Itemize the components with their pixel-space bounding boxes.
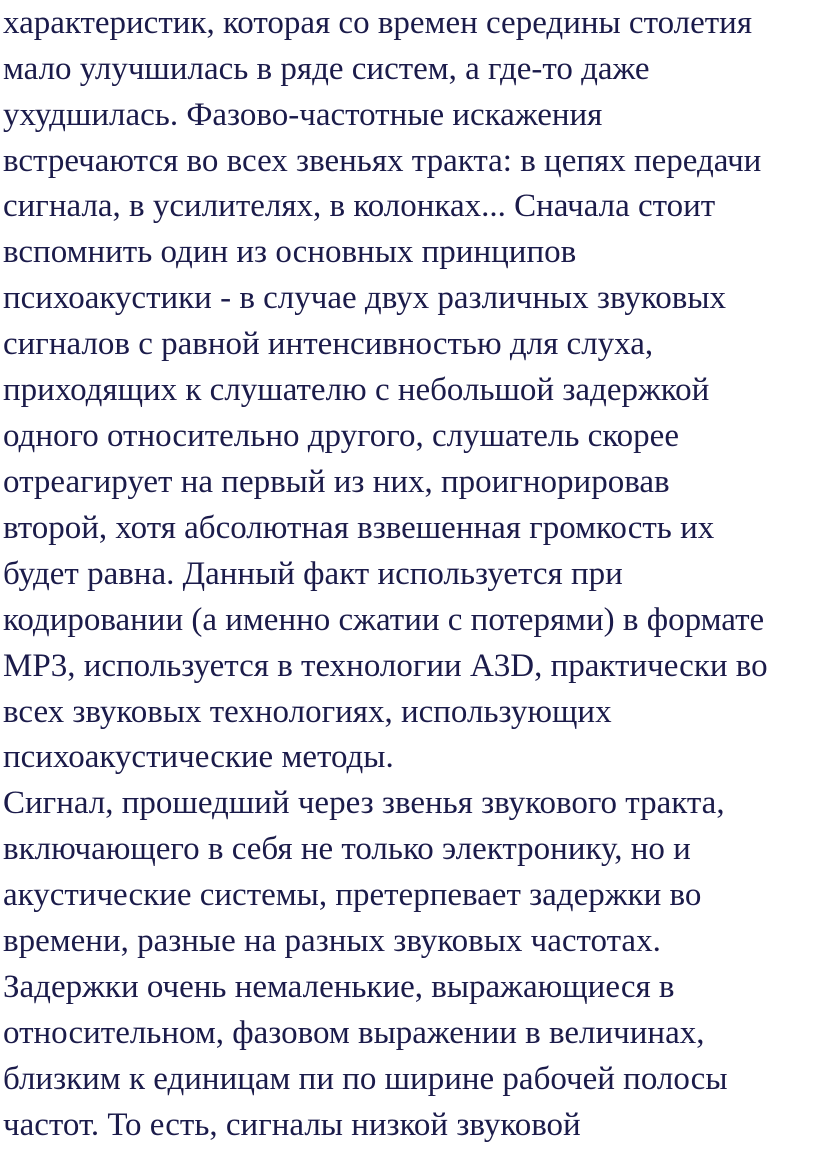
text-line: характеристик, которая со времен середины столетия (3, 5, 753, 41)
text-line: Задержки очень немаленькие, выражающиеся в (3, 969, 675, 1005)
text-line: встречаются во всех звеньях тракта: в цепях передачи (3, 143, 762, 179)
text-line: акустические системы, претерпевает задержки во (3, 877, 702, 913)
text-line: сигнала, в усилителях, в колонках... Сначала стоит (3, 188, 716, 224)
text-line: сигналов с равной интенсивностью для слуха, (3, 326, 654, 362)
text-line: всех звуковых технологиях, использующих (3, 694, 612, 730)
text-line: будет равна. Данный факт используется при (3, 556, 623, 592)
text-line: времени, разные на разных звуковых частотах. (3, 923, 661, 959)
text-line: психоакустики - в случае двух различных звуковых (3, 280, 727, 316)
text-line: включающего в себя не только электронику, но и (3, 831, 691, 867)
text-line: Сигнал, прошедший через звенья звукового тракта, (3, 785, 725, 821)
text-line: MP3, используется в технологии A3D, практически во (3, 648, 768, 684)
text-line: ухудшилась. Фазово-частотные искажения (3, 97, 603, 133)
text-line: вспомнить один из основных принципов (3, 234, 577, 270)
text-line: относительном, фазовом выражении в величинах, (3, 1015, 705, 1051)
text-line: второй, хотя абсолютная взвешенная громкость их (3, 510, 715, 546)
text-line: мало улучшилась в ряде систем, а где-то даже (3, 51, 650, 87)
text-line: кодировании (а именно сжатии с потерями) в формате (3, 602, 765, 638)
text-line: отреагирует на первый из них, проигнорировав (3, 464, 670, 500)
text-line: частот. То есть, сигналы низкой звуковой (3, 1107, 581, 1143)
text-line: близким к единицам пи по ширине рабочей полосы (3, 1061, 728, 1097)
text-line: одного относительно другого, слушатель скорее (3, 418, 679, 454)
text-line: психоакустические методы. (3, 739, 394, 775)
document-page (3, 0, 816, 1173)
text-line: приходящих к слушателю с небольшой задержкой (3, 372, 710, 408)
